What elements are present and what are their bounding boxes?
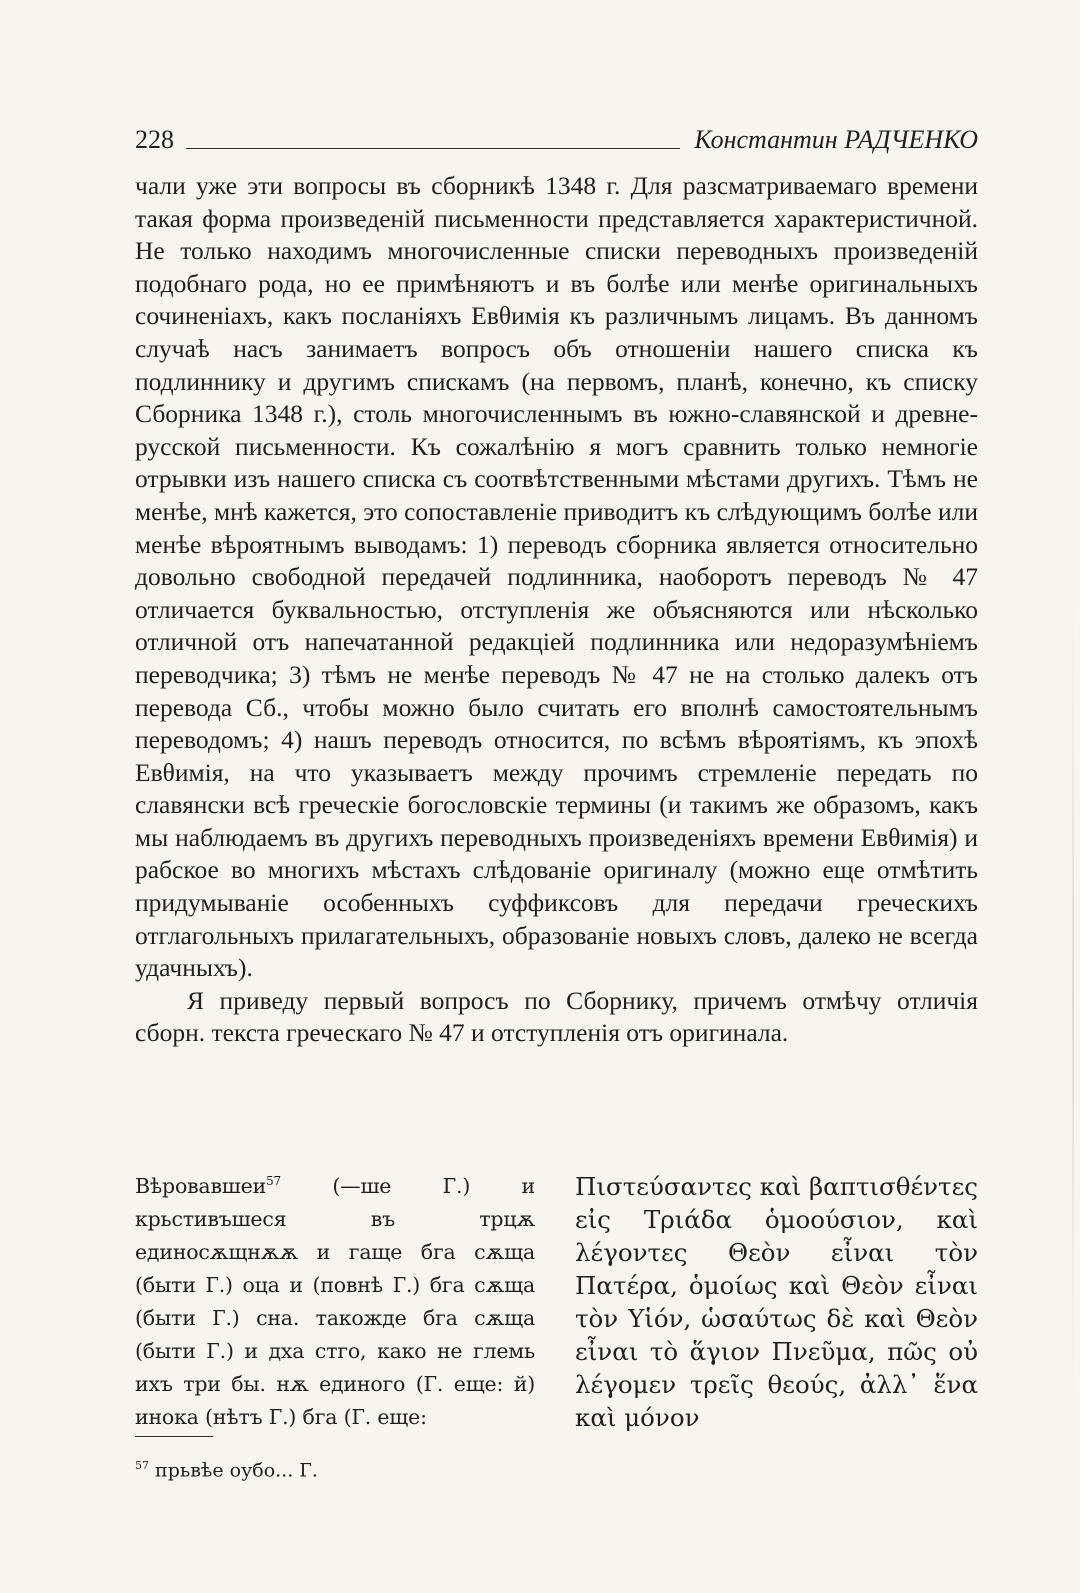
page-number: 228	[135, 125, 174, 154]
paragraph: чали уже эти вопросы въ сборникѣ 1348 г. Для разсматриваемаго времени такая форма произведенiй письменности представляется характеристичной. Не только находимъ многочисленные списки переводныхъ произведенiй подобнаго рода, но ее примѣняютъ и въ болѣе или менѣе оригинальныхъ сочиненiахъ, какъ посланiяхъ Евθимiя къ различнымъ лицамъ. Въ данномъ случаѣ насъ занимаетъ вопросъ объ отношенiи нашего списка къ подлиннику и другимъ спискамъ (на первомъ, планѣ, конечно, къ списку Сборника 1348 г.), столь многочисленнымъ въ южно-славянской и древне-русской письменности. Къ сожалѣнiю я могъ сравнить только немногiе отрывки изъ нашего списка съ соотвѣтственными мѣстами другихъ. Тѣмъ не менѣе, мнѣ кажется, это сопоставленiе приводитъ къ слѣдующимъ болѣе или менѣе вѣроятнымъ выводамъ: 1) переводъ сборника является относительно довольно свободной передачей подлинника, наоборотъ переводъ № 47 отличается буквальностью, отступленiя же объясняются или нѣсколько отличной отъ напечатанной редакцiей подлинника или недоразумѣнiемъ переводчика; 3) тѣмъ не менѣе переводъ № 47 не на столько далекъ отъ перевода Сб., чтобы можно было считать его вполнѣ самостоятельнымъ переводомъ; 4) нашъ переводъ относится, по всѣмъ вѣроятiямъ, къ эпохѣ Евθимiя, на что указываетъ между прочимъ стремленiе передать по славянски всѣ греческiе богословскiе термины (и такимъ же образомъ, какъ мы наблюдаемъ въ другихъ переводныхъ произведенiяхъ времени Евθимiя) и рабское во многихъ мѣстахъ слѣдованiе оригиналу (можно еще отмѣтить придумыванiе особенныхъ суффиксовъ для передачи греческихъ отглагольныхъ прилагательныхъ, образованiе новыхъ словъ, далеко не всегда удачныхъ).	[135, 171, 978, 983]
scan-edge-shadow	[1072, 600, 1074, 1400]
header-rule	[186, 148, 680, 149]
slavonic-column	[135, 1170, 535, 1434]
greek-column: Πιστεύσαντες καὶ βαπτισθέντες εἰς Τριάδα ὁμοούσιον, καὶ λέγοντες Θεὸν εἶναι τὸν Πατέρα, ὁμοίως καὶ Θεὸν εἶναι τὸν Υἱόν, ὡσαύτως δὲ καὶ Θεὸν εἶναι τὸ ἅγιον Πνεῦμα, πῶς οὐ λέγομεν τρεῖς θεούς, ἀλλ᾽ ἕνα καὶ μόνον	[575, 1172, 979, 1432]
slavonic-text: (—ше Г.) и крьстивъшеся въ трцѫ единосѫщнѫѫ и гаще бга сѫща (быти Г.) оца и (повнѣ Г.) бга сѫща (быти Г.) сна. такожде бга сѫща (быти Г.) и дха стго, како не глемь ихъ три бы. нѫ единого (Г. еще: й) инока (нѣтъ Г.) бга (Г. еще:	[135, 1174, 535, 1429]
parallel-text	[135, 1170, 979, 1432]
page-header	[135, 112, 978, 156]
footnote-text: прьвѣе оубо... Г.	[149, 1459, 318, 1482]
main-text	[135, 170, 978, 1050]
paragraph: Я приведу первый вопросъ по Сборнику, причемъ отмѣчу отличiя сборн. текста греческаго № 47 и отступленiя отъ оригинала.	[135, 985, 978, 1048]
footnote-reference: 57	[266, 1174, 281, 1189]
footnote-number: 57	[135, 1459, 149, 1472]
footnote-rule	[135, 1436, 213, 1437]
running-title: Константин РАДЧЕНКО	[694, 125, 978, 154]
footnote	[135, 1452, 635, 1484]
slavonic-lead: Вѣровавшеи	[135, 1174, 267, 1198]
